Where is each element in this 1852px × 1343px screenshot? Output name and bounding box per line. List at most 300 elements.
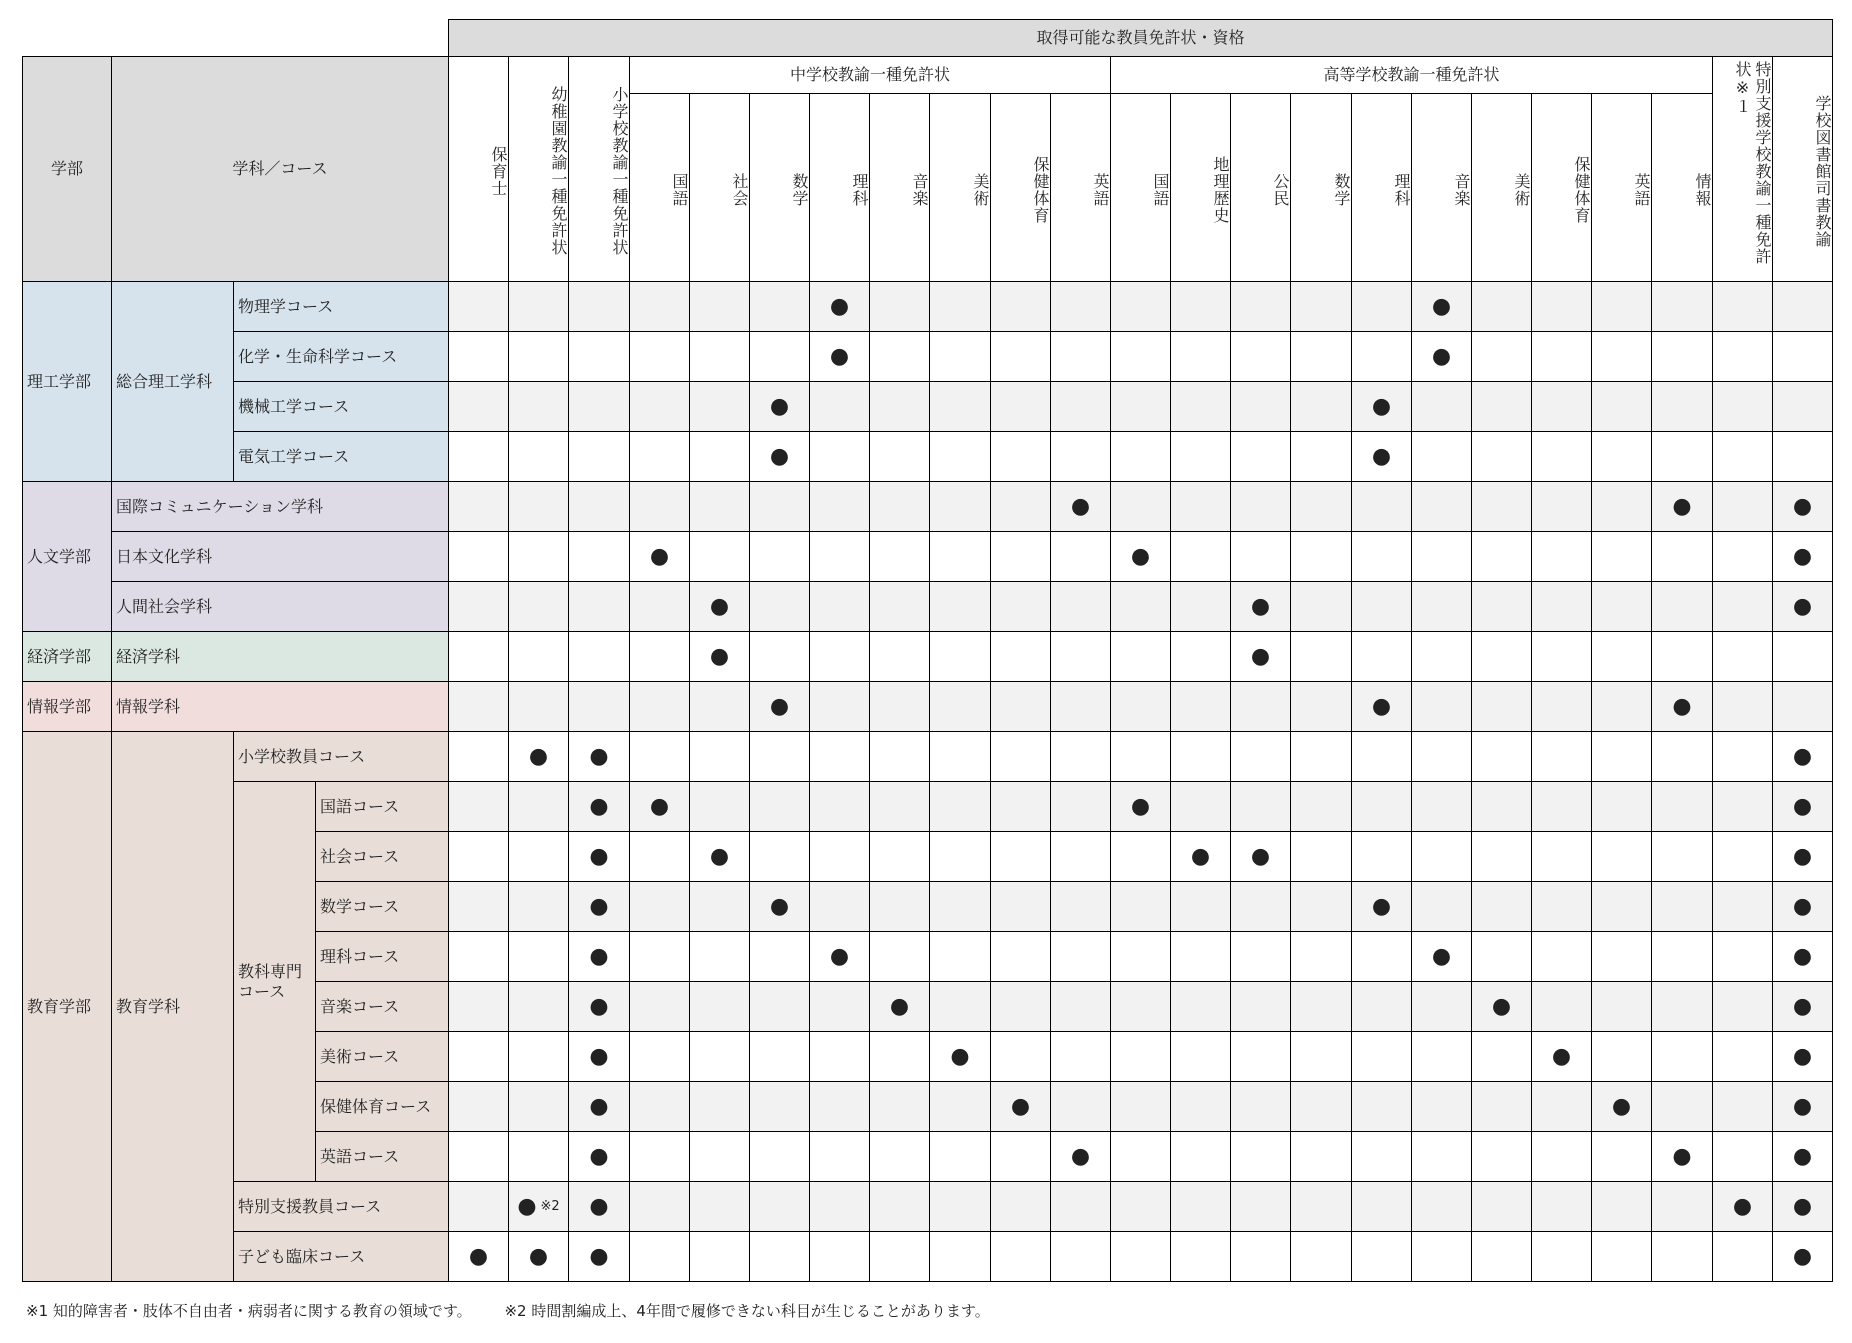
data-cell	[809, 481, 870, 532]
data-cell	[568, 1181, 630, 1232]
data-cell	[1712, 881, 1773, 932]
data-cell	[1471, 631, 1532, 682]
data-cell	[929, 781, 991, 832]
data-cell	[1230, 531, 1291, 582]
column-header-label: 学校図書館司書教諭	[1813, 94, 1832, 248]
mark-dot: ●	[1250, 593, 1271, 619]
data-cell	[1050, 531, 1111, 582]
data-cell	[1591, 1181, 1652, 1232]
hs-subject-header	[1290, 93, 1352, 282]
jhs-subject-label: 英語	[1091, 172, 1110, 207]
data-cell	[990, 831, 1051, 882]
mark-dot: ●	[1792, 543, 1813, 569]
data-cell	[1591, 1031, 1652, 1082]
data-cell	[1290, 831, 1352, 882]
data-cell	[1170, 1181, 1231, 1232]
data-cell	[508, 931, 569, 982]
data-cell	[990, 631, 1051, 682]
hs-subject-header	[1471, 93, 1532, 282]
data-cell	[1351, 731, 1412, 782]
data-cell	[508, 881, 569, 932]
jhs-subject-header	[689, 93, 750, 282]
data-cell	[448, 581, 509, 632]
mark-dot: ●	[517, 1193, 537, 1219]
data-cell	[1531, 481, 1592, 532]
data-cell	[1110, 381, 1171, 432]
hs-subject-label: 音楽	[1452, 172, 1471, 207]
row-label: 国際コミュニケーション学科	[116, 496, 324, 516]
data-cell	[1110, 931, 1171, 982]
data-cell	[1411, 831, 1472, 882]
data-cell	[1471, 731, 1532, 782]
data-cell	[568, 1081, 630, 1132]
mark-dot: ●	[1792, 743, 1813, 769]
data-cell	[1170, 281, 1231, 332]
data-cell	[1651, 781, 1713, 832]
data-cell	[1772, 731, 1833, 782]
data-cell	[1471, 681, 1532, 732]
data-cell	[1290, 381, 1352, 432]
data-cell	[1351, 981, 1412, 1032]
data-cell	[1712, 531, 1773, 582]
data-cell	[689, 1031, 750, 1082]
data-cell	[448, 1081, 509, 1132]
data-cell	[869, 1081, 930, 1132]
data-cell	[568, 781, 630, 832]
data-cell	[1471, 531, 1532, 582]
data-cell	[1411, 931, 1472, 982]
data-cell	[568, 531, 630, 582]
data-cell	[749, 831, 810, 882]
data-cell	[448, 481, 509, 532]
data-cell	[689, 1181, 750, 1232]
data-cell	[1290, 281, 1352, 332]
data-cell	[1712, 631, 1773, 682]
row-label-cell	[111, 481, 449, 532]
data-cell	[990, 1181, 1051, 1232]
mark-dot: ●	[1611, 1093, 1632, 1119]
data-cell	[448, 681, 509, 732]
data-cell	[448, 1131, 509, 1182]
jhs-subject-header	[929, 93, 991, 282]
data-cell	[1351, 531, 1412, 582]
data-cell	[929, 631, 991, 682]
row-label: 数学コース	[320, 896, 400, 916]
data-cell	[448, 981, 509, 1032]
data-cell	[689, 631, 750, 682]
data-cell	[1651, 581, 1713, 632]
row-label: 日本文化学科	[116, 546, 213, 566]
data-cell	[929, 831, 991, 882]
data-cell	[689, 431, 750, 482]
data-cell	[869, 781, 930, 832]
mark-dot: ●	[649, 793, 670, 819]
data-cell	[1411, 1131, 1472, 1182]
data-cell	[1591, 531, 1652, 582]
data-cell	[629, 931, 690, 982]
data-cell	[1050, 431, 1111, 482]
data-cell	[629, 1181, 690, 1232]
data-cell	[809, 581, 870, 632]
data-cell	[1290, 1131, 1352, 1182]
mark-dot: ●	[1792, 1243, 1813, 1269]
mark-dot: ●	[1130, 793, 1151, 819]
data-cell	[990, 1081, 1051, 1132]
data-cell	[1471, 1181, 1532, 1232]
data-cell	[1531, 831, 1592, 882]
mark-dot: ●	[769, 393, 790, 419]
department-cell	[111, 731, 234, 1282]
data-cell	[689, 931, 750, 982]
data-cell	[1170, 1031, 1231, 1082]
mark-dot: ●	[1070, 1143, 1091, 1169]
data-cell	[990, 431, 1051, 482]
data-cell	[1712, 1131, 1773, 1182]
data-cell	[1170, 981, 1231, 1032]
data-cell	[1712, 431, 1773, 482]
data-cell	[1411, 431, 1472, 482]
data-cell	[1290, 1231, 1352, 1282]
data-cell	[568, 481, 630, 532]
row-label: 特別支援教員コース	[238, 1196, 382, 1216]
data-cell	[1591, 481, 1652, 532]
data-cell	[1772, 281, 1833, 332]
data-cell	[1351, 681, 1412, 732]
mark-dot: ●	[1070, 493, 1091, 519]
data-cell	[929, 1131, 991, 1182]
mark-dot: ●	[589, 1243, 609, 1269]
data-cell	[629, 681, 690, 732]
mark-dot: ●	[649, 543, 670, 569]
row-label: 音楽コース	[320, 996, 400, 1016]
data-cell	[568, 1131, 630, 1182]
data-cell	[1050, 1181, 1111, 1232]
data-cell	[809, 831, 870, 882]
mark-dot: ●	[709, 593, 730, 619]
data-cell	[749, 1131, 810, 1182]
hs-subject-header	[1591, 93, 1652, 282]
data-cell	[929, 1181, 991, 1232]
data-cell	[508, 631, 569, 682]
data-cell	[1772, 481, 1833, 532]
data-cell	[1531, 1181, 1592, 1232]
jhs-group-header	[629, 56, 1111, 94]
data-cell	[448, 781, 509, 832]
data-cell	[1411, 1031, 1472, 1082]
data-cell	[990, 881, 1051, 932]
data-cell	[1772, 981, 1833, 1032]
data-cell	[1351, 1131, 1412, 1182]
data-cell	[1290, 1081, 1352, 1132]
data-cell	[929, 281, 991, 332]
data-cell	[1230, 431, 1291, 482]
data-cell	[1170, 931, 1231, 982]
data-cell	[568, 631, 630, 682]
data-cell	[1351, 1181, 1412, 1232]
faculty-cell	[22, 731, 112, 1282]
hs-subject-header	[1651, 93, 1713, 282]
data-cell	[1170, 1081, 1231, 1132]
data-cell	[1351, 481, 1412, 532]
data-cell	[689, 281, 750, 332]
data-cell	[629, 831, 690, 882]
data-cell	[1531, 381, 1592, 432]
data-cell	[1712, 681, 1773, 732]
data-cell	[749, 331, 810, 382]
column-header-tokubetsu	[1712, 56, 1773, 282]
data-cell	[1290, 531, 1352, 582]
data-cell	[1712, 781, 1773, 832]
data-cell	[1411, 331, 1472, 382]
data-cell	[1471, 781, 1532, 832]
mark-dot: ●	[1371, 443, 1392, 469]
department-name: 教育学科	[116, 996, 181, 1016]
data-cell	[869, 331, 930, 382]
data-cell	[1110, 581, 1171, 632]
data-cell	[1230, 931, 1291, 982]
data-cell	[1411, 381, 1472, 432]
data-cell	[990, 1231, 1051, 1282]
data-cell	[1772, 831, 1833, 882]
data-cell	[1531, 1031, 1592, 1082]
data-cell	[1110, 631, 1171, 682]
row-label: 社会コース	[320, 846, 400, 866]
data-cell	[1170, 381, 1231, 432]
data-cell	[1050, 381, 1111, 432]
row-label: 保健体育コース	[320, 1096, 432, 1116]
data-cell	[990, 581, 1051, 632]
jhs-subject-label: 音楽	[910, 172, 929, 207]
data-cell	[1110, 1181, 1171, 1232]
hs-subject-label: 公民	[1271, 172, 1290, 207]
data-cell	[990, 1131, 1051, 1182]
data-cell	[869, 1031, 930, 1082]
data-cell	[1411, 781, 1472, 832]
data-cell	[1230, 1181, 1291, 1232]
data-cell	[1230, 1081, 1291, 1132]
jhs-subject-label: 数学	[790, 172, 809, 207]
data-cell	[1050, 481, 1111, 532]
data-cell	[1351, 881, 1412, 932]
data-cell	[1651, 481, 1713, 532]
data-cell	[1471, 331, 1532, 382]
mark-dot: ●	[709, 843, 730, 869]
course-group-name: 教科専門コース	[238, 961, 303, 1001]
mark-dot: ●	[1792, 893, 1813, 919]
data-cell	[568, 831, 630, 882]
data-cell	[508, 1181, 569, 1232]
jhs-subject-header	[809, 93, 870, 282]
data-cell	[809, 681, 870, 732]
hs-group-header	[1110, 56, 1713, 94]
row-label-cell	[315, 1031, 449, 1082]
data-cell	[869, 281, 930, 332]
hs-subject-label: 保健体育	[1572, 155, 1591, 224]
data-cell	[1050, 281, 1111, 332]
data-cell	[1230, 631, 1291, 682]
data-cell	[1411, 1181, 1472, 1232]
mark-dot: ●	[1672, 693, 1692, 719]
row-label-cell	[315, 931, 449, 982]
data-cell	[929, 581, 991, 632]
data-cell	[448, 1231, 509, 1282]
data-cell	[1170, 431, 1231, 482]
data-cell	[1411, 281, 1472, 332]
data-cell	[1411, 731, 1472, 782]
row-label: 電気工学コース	[238, 446, 350, 466]
row-label: 経済学科	[116, 646, 181, 666]
data-cell	[1230, 781, 1291, 832]
data-cell	[568, 381, 630, 432]
data-cell	[1050, 1081, 1111, 1132]
data-cell	[869, 531, 930, 582]
data-cell	[629, 1131, 690, 1182]
mark-dot: ●	[1431, 343, 1452, 369]
data-cell	[448, 931, 509, 982]
row-label-cell	[233, 1181, 449, 1232]
data-cell	[809, 631, 870, 682]
mark-dot: ●	[1250, 643, 1271, 669]
data-cell	[1651, 1031, 1713, 1082]
data-cell	[1471, 981, 1532, 1032]
data-cell	[1050, 781, 1111, 832]
data-cell	[568, 931, 630, 982]
mark-dot: ●	[589, 943, 609, 969]
data-cell	[629, 731, 690, 782]
data-cell	[869, 831, 930, 882]
data-cell	[809, 981, 870, 1032]
data-cell	[1591, 931, 1652, 982]
data-cell	[1772, 1031, 1833, 1082]
mark-dot: ●	[589, 793, 609, 819]
data-cell	[749, 781, 810, 832]
data-cell	[689, 831, 750, 882]
mark-dot: ●	[589, 843, 609, 869]
data-cell	[1471, 1131, 1532, 1182]
data-cell	[1651, 1181, 1713, 1232]
faculty-cell	[22, 281, 112, 482]
row-label-cell	[233, 331, 449, 382]
data-cell	[1471, 1081, 1532, 1132]
column-header-label: 幼稚園教諭一種免許状	[549, 86, 568, 256]
data-cell	[1110, 1231, 1171, 1282]
column-header-label: 保育士	[489, 145, 508, 197]
data-cell	[629, 531, 690, 582]
data-cell	[929, 931, 991, 982]
mark-dot: ●	[1792, 1143, 1813, 1169]
mark-dot: ●	[829, 293, 850, 319]
row-label: 英語コース	[320, 1146, 400, 1166]
data-cell	[1651, 1131, 1713, 1182]
mark-dot: ●	[1792, 993, 1813, 1019]
data-cell	[929, 331, 991, 382]
data-cell	[1772, 1231, 1833, 1282]
data-cell	[1411, 681, 1472, 732]
data-cell	[1411, 631, 1472, 682]
data-cell	[749, 631, 810, 682]
data-cell	[1290, 481, 1352, 532]
data-cell	[1050, 1031, 1111, 1082]
data-cell	[1531, 431, 1592, 482]
data-cell	[1230, 581, 1291, 632]
data-cell	[1351, 831, 1412, 882]
data-cell	[809, 381, 870, 432]
data-cell	[1772, 1181, 1833, 1232]
mark-dot: ●	[1732, 1193, 1753, 1219]
data-cell	[929, 1081, 991, 1132]
data-cell	[508, 1031, 569, 1082]
faculty-name: 人文学部	[27, 546, 92, 566]
data-cell	[1772, 631, 1833, 682]
data-cell	[1712, 1181, 1773, 1232]
data-cell	[1110, 781, 1171, 832]
data-cell	[1230, 831, 1291, 882]
data-cell	[689, 781, 750, 832]
data-cell	[749, 281, 810, 332]
data-cell	[1712, 731, 1773, 782]
data-cell	[1591, 1081, 1652, 1132]
data-cell	[448, 431, 509, 482]
data-cell	[929, 531, 991, 582]
data-cell	[869, 981, 930, 1032]
column-header-label: 特別支援学校教諭一種免許状※１	[1733, 61, 1772, 265]
data-cell	[689, 531, 750, 582]
faculty-name: 情報学部	[27, 696, 92, 716]
data-cell	[1050, 931, 1111, 982]
data-cell	[1471, 1231, 1532, 1282]
hs-subject-header	[1170, 93, 1231, 282]
mark-dot: ●	[1792, 593, 1813, 619]
hs-subject-header	[1110, 93, 1171, 282]
data-cell	[1651, 531, 1713, 582]
data-cell	[1050, 681, 1111, 732]
data-cell	[749, 1231, 810, 1282]
data-cell	[1351, 431, 1412, 482]
jhs-subject-header	[869, 93, 930, 282]
row-label: 機械工学コース	[238, 396, 350, 416]
data-cell	[1471, 481, 1532, 532]
data-cell	[1110, 531, 1171, 582]
hs-subject-header	[1230, 93, 1291, 282]
faculty-header	[22, 56, 112, 282]
data-cell	[568, 981, 630, 1032]
data-cell	[1230, 331, 1291, 382]
data-cell	[1290, 631, 1352, 682]
cell-note: ※2	[540, 1198, 560, 1214]
data-cell	[990, 481, 1051, 532]
data-cell	[1591, 431, 1652, 482]
data-cell	[1772, 1081, 1833, 1132]
column-header-label: 小学校教諭一種免許状	[610, 86, 629, 256]
data-cell	[1050, 731, 1111, 782]
data-cell	[1772, 581, 1833, 632]
data-cell	[508, 731, 569, 782]
data-cell	[1351, 931, 1412, 982]
data-cell	[990, 531, 1051, 582]
data-cell	[1591, 731, 1652, 782]
mark-dot: ●	[1792, 1193, 1813, 1219]
data-cell	[809, 431, 870, 482]
data-cell	[689, 731, 750, 782]
data-cell	[508, 431, 569, 482]
data-cell	[1230, 981, 1291, 1032]
row-label: 物理学コース	[238, 296, 334, 316]
data-cell	[1531, 981, 1592, 1032]
row-label-cell	[315, 781, 449, 832]
data-cell	[1471, 581, 1532, 632]
data-cell	[629, 581, 690, 632]
mark-dot: ●	[889, 993, 910, 1019]
